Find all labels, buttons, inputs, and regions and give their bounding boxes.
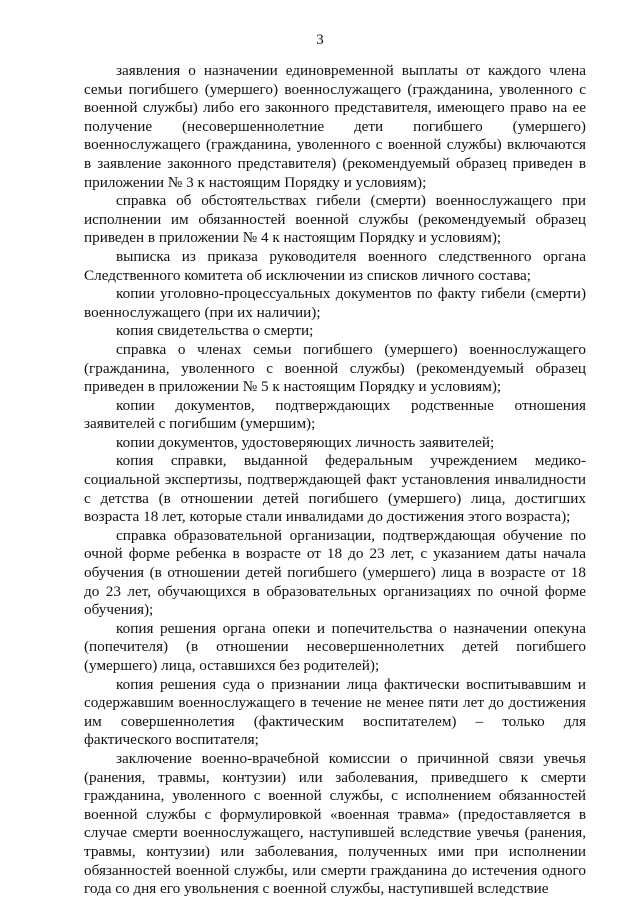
paragraph-identity-documents: копии документов, удостоверяющих личность заявителей; <box>116 433 495 451</box>
paragraph-court-decision: копия решения суда о признании лица фактически воспитывавшим и содержавшим военнослужащего в течение не менее пяти лет до достижения им совершеннолетия (фактическим воспитателем) – только для фактического воспитателя; <box>84 675 586 749</box>
page-number: 3 <box>316 32 324 48</box>
paragraph-family-members-certificate: справка о членах семьи погибшего (умершего) военнослужащего (гражданина, уволенного с военной службы) (рекомендуемый образец приведен в приложении № 5 к настоящим Порядку и условиям); <box>84 340 586 396</box>
document-body <box>84 62 586 899</box>
paragraph-application: заявления о назначении единовременной выплаты от каждого члена семьи погибшего (умершего) военнослужащего (гражданина, уволенного с военной службы) либо его законного представителя, имеющего право на ее получение (несовершеннолетние дети погибшего (умершего) военнослужащего (гражданина, уволенного с военной службы) включаются в заявление законного представителя) (рекомендуемый образец приведен в приложении № 3 к настоящим Порядку и условиям); <box>84 62 586 191</box>
paragraph-death-certificate-copy: копия свидетельства о смерти; <box>116 322 314 340</box>
paragraph-death-circumstances-certificate: справка об обстоятельствах гибели (смерти) военнослужащего при исполнении им обязанностей военной службы (рекомендуемый образец приведен в приложении № 4 к настоящим Порядку и условиям); <box>84 192 586 247</box>
paragraph-kinship-documents: копии документов, подтверждающих родственные отношения заявителей с погибшим (умершим); <box>84 396 586 433</box>
paragraph-guardianship-decision: копия решения органа опеки и попечительства о назначении опекуна (попечителя) (в отношении несовершеннолетних детей погибшего (умершего) лица, оставшихся без родителей); <box>84 619 586 674</box>
paragraph-order-extract: выписка из приказа руководителя военного следственного органа Следственного комитета об исключении из списков личного состава; <box>84 247 586 284</box>
paragraph-medical-commission-conclusion: заключение военно-врачебной комиссии о причинной связи увечья (ранения, травмы, контузии) или заболевания, приведшего к смерти гражданина, уволенного с военной службы, с исполнением обязанностей военной службы с формулировкой «военная травма» (предоставляется в случае смерти военнослужащего, наступившей вследствие увечья (ранения, травмы, контузии) или заболевания, полученных ими при исполнении обязанностей военной службы, или смерти гражданина до истечения одного года со дня его увольнения с военной службы, наступившей вследствие <box>84 749 586 898</box>
paragraph-disability-certificate: копия справки, выданной федеральным учреждением медико-социальной экспертизы, подтверждающей факт установления инвалидности с детства (в отношении детей погибшего (умершего) лица, достигших возраста 18 лет, которые стали инвалидами до достижения этого возраста); <box>84 452 586 526</box>
paragraph-criminal-procedure-documents: копии уголовно-процессуальных документов по факту гибели (смерти) военнослужащего (при их наличии); <box>84 285 586 321</box>
paragraph-education-certificate: справка образовательной организации, подтверждающая обучение по очной форме ребенка в возрасте от 18 до 23 лет, с указанием даты начала обучения (в отношении детей погибшего (умершего) лица в возрасте от 18 до 23 лет, обучающихся в образовательных организациях по очной форме обучения); <box>84 526 586 619</box>
